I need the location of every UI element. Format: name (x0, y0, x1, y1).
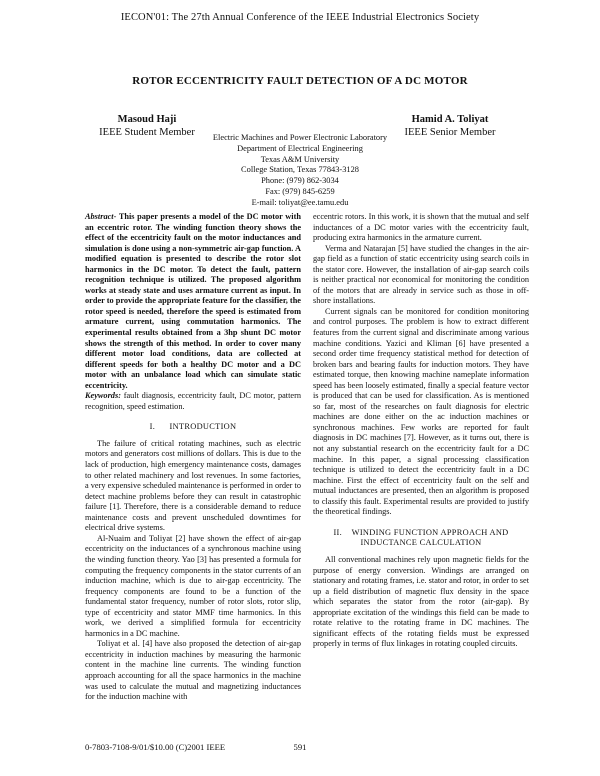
section2-paragraph: All conventional machines rely upon magnetic fields for the purpose of energy conversion. Windings are arranged on stationary and rotating frames, i.e. stator and rotor, in order to set up a field distribution of magnetic flux density in the space which separates the stator from the rotor (air-gap). By appropriate excitation of the windings this field can be made to rotate relative to the rotating frame in DC machines. The significant effects of the rotating fields must be expressed properly in terms of flux linkages in rotating coupled circuits. (313, 554, 530, 649)
keywords-lead: Keywords: (85, 391, 121, 401)
footer-isbn: 0-7803-7108-9/01/$10.00 (C)2001 IEEE (85, 742, 226, 752)
abstract (85, 212, 301, 391)
section-heading-winding-function (313, 528, 529, 549)
author-name: Hamid A. Toliyat (411, 114, 489, 125)
intro-paragraph-3: Toliyat et al. [4] have also proposed the detection of air-gap eccentricity in induction machines by measuring the harmonic content in the machine line currents. The winding function approach accounting for all the space harmonics in the machine was used to calculate the mutual and magnetizing inductances for the induction machine with (85, 639, 301, 702)
affiliation-line: Texas A&M University (260, 154, 340, 164)
affiliation-line: Electric Machines and Power Electronic Laboratory (212, 133, 388, 142)
keywords-text: fault diagnosis, eccentricity fault, DC motor, pattern recognition, speed estimation. (85, 391, 301, 411)
left-column (85, 212, 301, 703)
affiliation-line: Phone: (979) 862-3034 (261, 176, 339, 186)
affiliation-line: E-mail: toliyat@ee.tamu.edu (251, 197, 349, 207)
section-number: I. (149, 422, 156, 432)
keywords (85, 391, 301, 412)
author-role: IEEE Student Member (99, 127, 195, 138)
affiliation-line: Fax: (979) 845-6259 (265, 186, 335, 196)
section-number: II. (333, 527, 343, 537)
paper-title: ROTOR ECCENTRICITY FAULT DETECTION OF A DC MOTOR (132, 75, 468, 87)
page-number: 591 (293, 742, 307, 752)
right-paragraph-1: eccentric rotors. In this work, it is shown that the mutual and self inductances of a DC motor varies with the eccentricity fault, producing extra harmonics in the armature current. (313, 212, 529, 243)
right-column (313, 212, 529, 650)
affiliation-block (150, 133, 450, 209)
author-role: IEEE Senior Member (404, 127, 496, 138)
affiliation-line: College Station, Texas 77843-3128 (241, 165, 359, 175)
author-name: Masoud Haji (117, 114, 177, 125)
section-title: WINDING FUNCTION APPROACH AND INDUCTANCE CALCULATION (351, 527, 509, 548)
intro-paragraph-1: The failure of critical rotating machines, such as electric motors and generators cost millions of dollars. This is due to the lack of production, high emergency maintenance costs, damages to other related machinery and lost revenues. In some factories, a very expensive scheduled maintenance is performed in order to detect machine problems before they can result in catastrophic failure [1]. Therefore, there is a considerable demand to reduce maintenance costs and prevent unscheduled downtimes for electrical drive systems. (85, 438, 301, 533)
abstract-text: This paper presents a model of the DC motor with an eccentric rotor. The winding function theory shows the effect of the eccentricity fault on the motor inductances and simulation is done using a non-symmetric air-gap function. A modified equation is presented to describe the rotor slot harmonics in the DC motor. To detect the fault, pattern recognition technique is utilized. The proposed algorithm works at steady state and uses armature current as input. In order to provide the appropriate feature for the classifier, the rotor speed is needed, therefore the speed is estimated from armature current, using commutation harmonics. The experimental results obtained from a 3hp shunt DC motor shows the strength of this method. In order to cover many different motor load conditions, data are collected at different speeds for both a healthy DC motor and a DC motor with an unbalance load which can simulate static eccentricity. (85, 212, 301, 390)
right-paragraph-2: Verma and Natarajan [5] have studied the changes in the air-gap field as a function of static eccentricity using search coils in the stator core. However, the installation of air-gap search coils is neither practical nor economical for monitoring the condition of the motors that are already in service such as those in off-shore installations. (313, 243, 529, 306)
section-heading-introduction (85, 422, 301, 433)
conference-header: IECON'01: The 27th Annual Conference of the IEEE Industrial Electronics Society (120, 12, 480, 23)
right-paragraph-3: Current signals can be monitored for condition monitoring and control purposes. The problem is how to extract different features from the current signal and discriminate among various machine conditions. Yazici and Kliman [6] have presented a second order time frequency statistical method for detection of broken bars and bearing faults for induction motors. They have estimated torque, then knowing machine nameplate information speed has been loosely estimated, finally a special feature vector is produced that can be used for classification. As is mentioned so far, most of the researches on fault diagnosis for electric machines are done either on the ac induction machines or synchronous machines. Few works are reported for fault diagnosis in DC machines [7]. However, as it turns out, there is not any substantial research on the eccentricity fault for a DC machine. In this paper, a signal processing classification technique is utilized to detect the eccentricity fault in a DC machine. First the effect of eccentricity fault on the self and mutual inductances are presented, then an algorithm is proposed to classify this fault. Experimental results are provided to justify the theoretical findings. (313, 306, 529, 517)
abstract-lead: Abstract- (85, 212, 117, 221)
section-title: INTRODUCTION (169, 422, 237, 432)
intro-paragraph-2: Al-Nuaim and Toliyat [2] have shown the effect of air-gap eccentricity on the inductances of a synchronous machine using the winding function theory. Yao [3] has presented a formula for computing the frequency components in the stator currents of an induction machine, which is due to air-gap eccentricity. The frequency components are found to be a function of the fundamental stator frequency, number of rotor slots, rotor slip, type of eccentricity and stator MMF time harmonics. In this work, we derived a simplified formula for eccentricity harmonics in a DC machine. (85, 533, 301, 638)
affiliation-line: Department of Electrical Engineering (237, 143, 363, 153)
